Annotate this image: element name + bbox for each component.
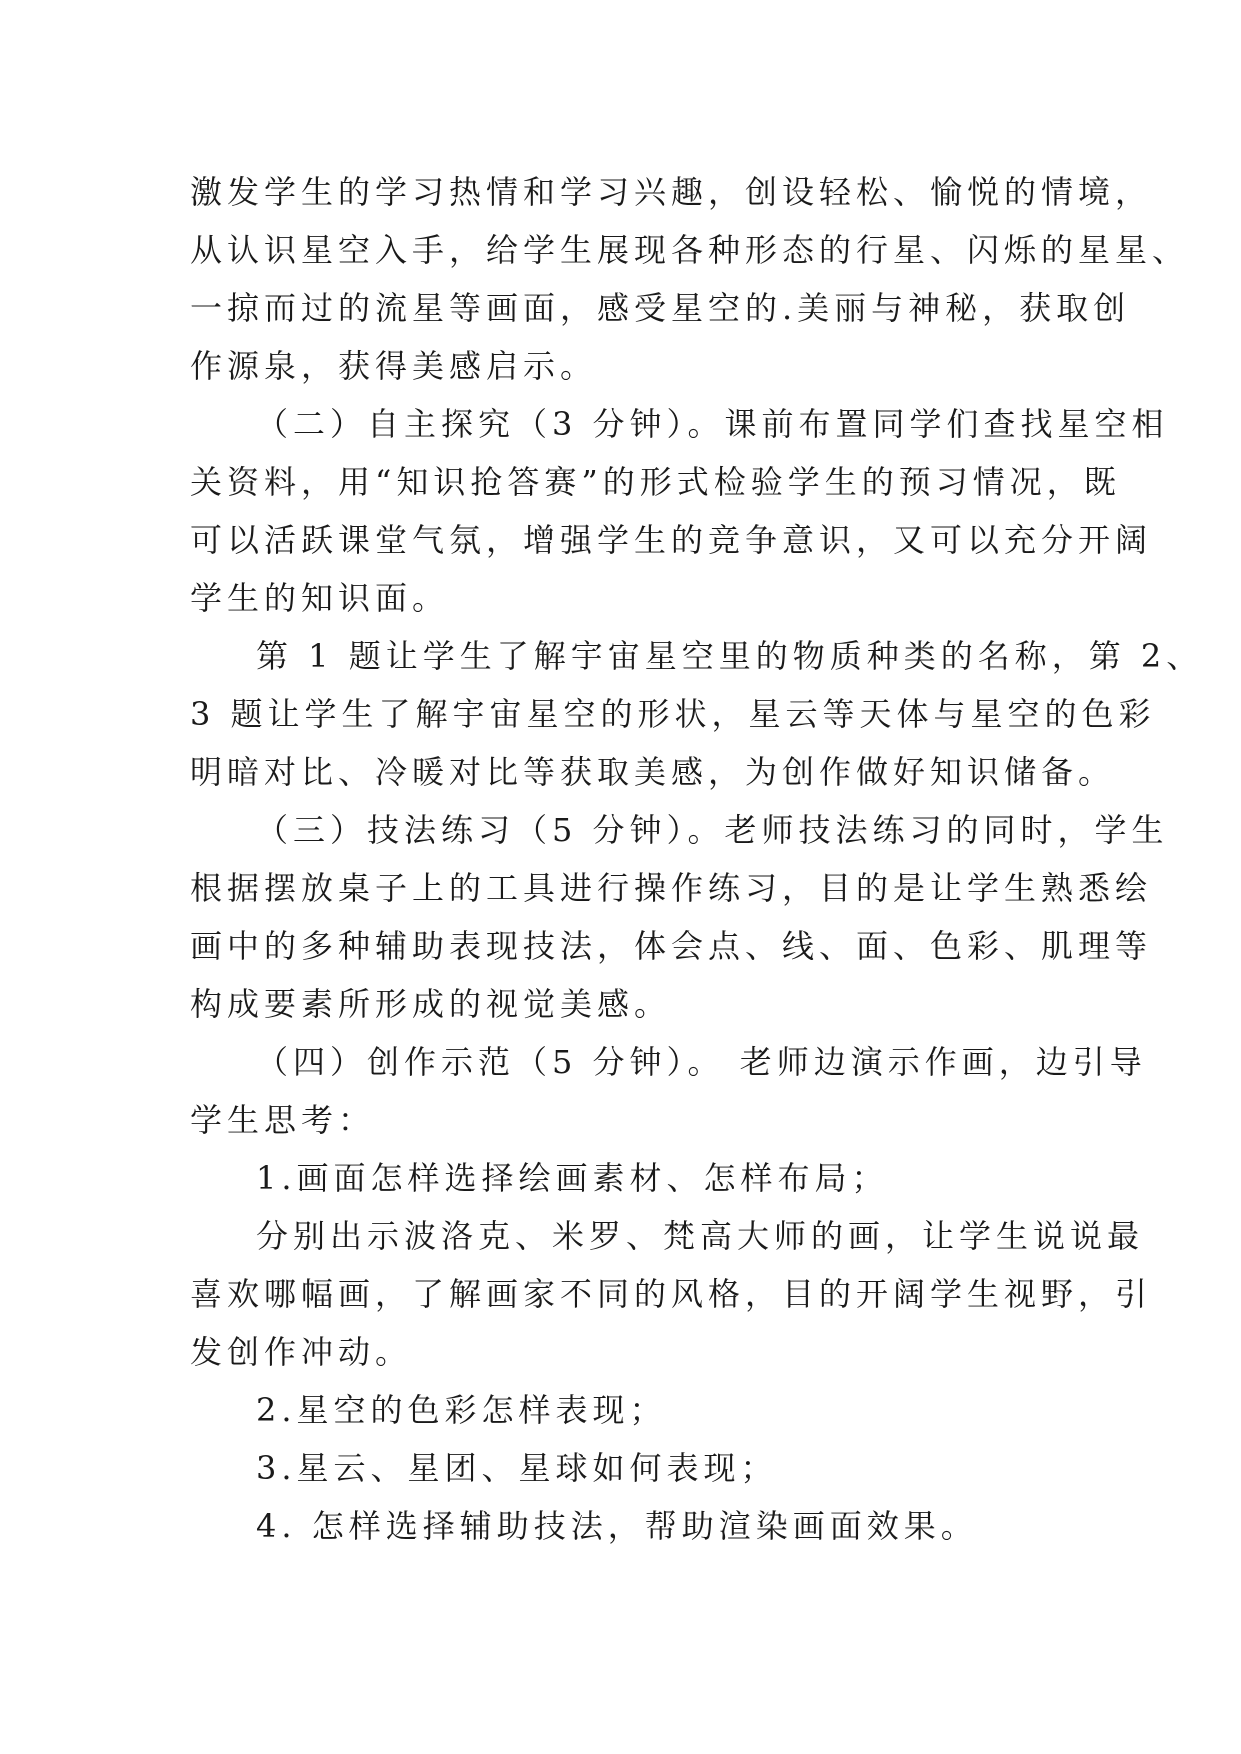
text-line: 4. 怎样选择辅助技法，帮助渲染画面效果。 (256, 1507, 978, 1545)
text-line: 作源泉，获得美感启示。 (190, 347, 598, 385)
text-line: 学生思考： (190, 1101, 376, 1139)
text-line: 喜欢哪幅画，了解画家不同的风格，目的开阔学生视野，引 (190, 1275, 1153, 1313)
text-line: （四）创作示范（5 分钟）。 老师边演示作画，边引导 (256, 1043, 1147, 1081)
text-line: 关资料，用“知识抢答赛”的形式检验学生的预习情况，既 (190, 463, 1121, 501)
text-line: 2.星空的色彩怎样表现； (256, 1391, 667, 1429)
text-line: 激发学生的学习热情和学习兴趣，创设轻松、愉悦的情境， (190, 173, 1153, 211)
document-body (190, 163, 1204, 1555)
text-line: 根据摆放桌子上的工具进行操作练习，目的是让学生熟悉绘 (190, 869, 1153, 907)
text-line: 构成要素所形成的视觉美感。 (190, 985, 672, 1023)
text-line: 发创作冲动。 (190, 1333, 413, 1371)
text-line: 分别出示波洛克、米罗、梵高大师的画，让学生说说最 (256, 1217, 1145, 1255)
text-line: 可以活跃课堂气氛，增强学生的竞争意识，又可以充分开阔 (190, 521, 1153, 559)
text-line: 第 1 题让学生了解宇宙星空里的物质种类的名称，第 2、 (256, 637, 1204, 675)
text-line: 明暗对比、冷暖对比等获取美感，为创作做好知识储备。 (190, 753, 1116, 791)
text-line: （二）自主探究（3 分钟）。课前布置同学们查找星空相 (256, 405, 1169, 443)
text-line: 3.星云、星团、星球如何表现； (256, 1449, 778, 1487)
text-line: 画中的多种辅助表现技法，体会点、线、面、色彩、肌理等 (190, 927, 1153, 965)
text-line: 3 题让学生了解宇宙星空的形状，星云等天体与星空的色彩 (190, 695, 1156, 733)
text-line: 学生的知识面。 (190, 579, 450, 617)
text-line: 从认识星空入手，给学生展现各种形态的行星、闪烁的星星、 (190, 231, 1190, 269)
text-line: 1.画面怎样选择绘画素材、怎样布局； (256, 1159, 889, 1197)
text-line: （三）技法练习（5 分钟）。老师技法练习的同时，学生 (256, 811, 1169, 849)
text-line: 一掠而过的流星等画面，感受星空的.美丽与神秘，获取创 (190, 289, 1131, 327)
